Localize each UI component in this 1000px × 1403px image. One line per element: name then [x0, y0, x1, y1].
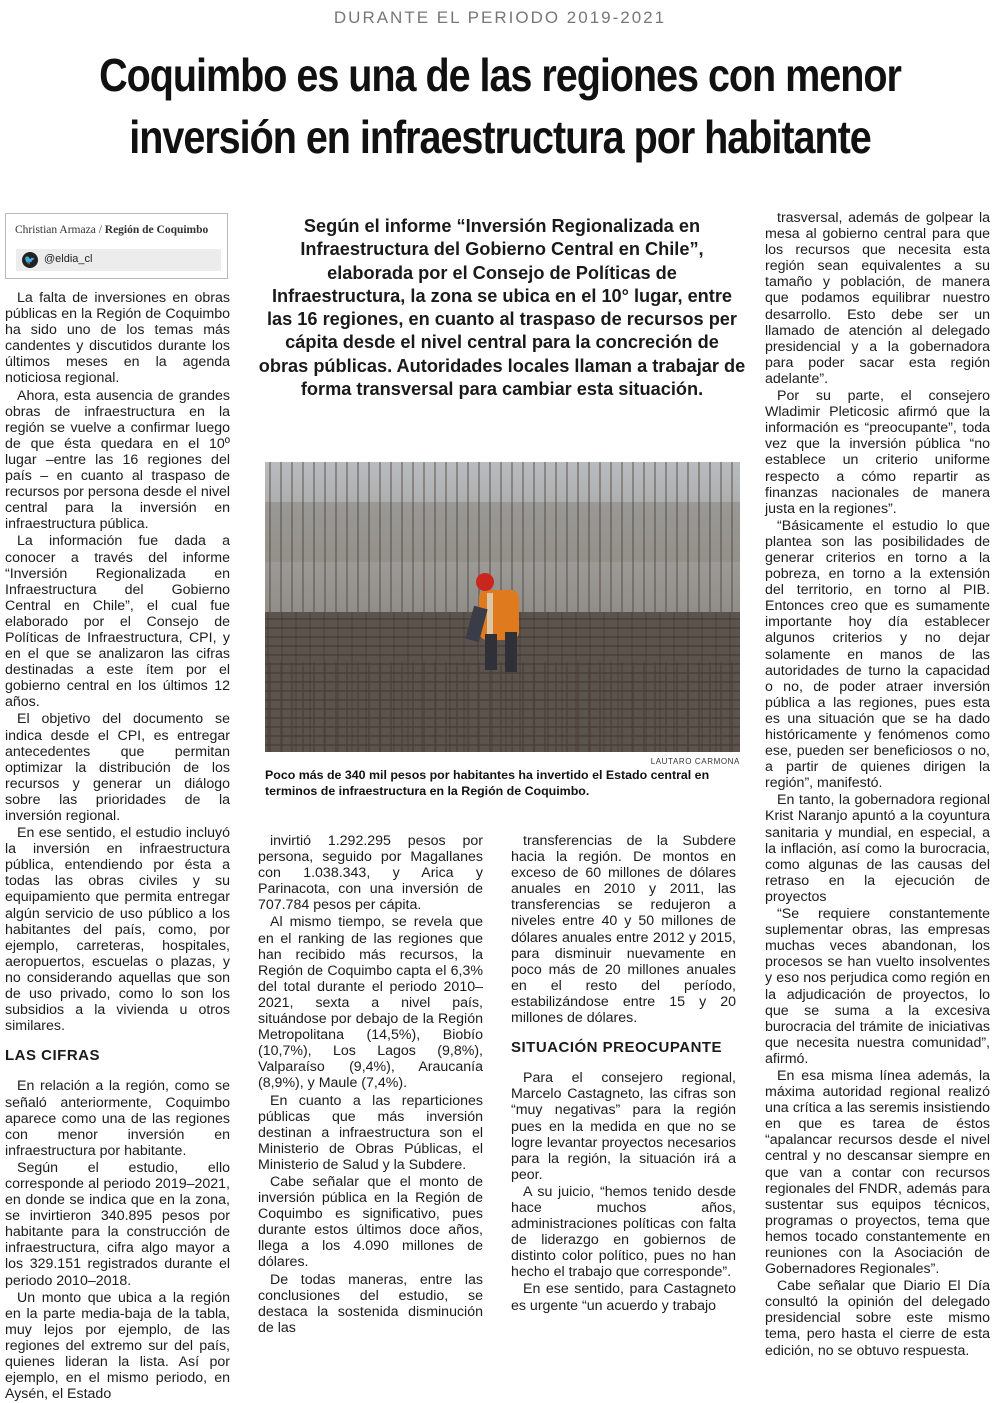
paragraph: Por su parte, el consejero Wladimir Pleticosic afirmó que la información es “preocupante”, toda vez que la inversión pública “no establece un criterio uniforme respecto a cómo repartir as finanzas nacionales de manera justa en la regiones”.: [765, 388, 990, 517]
twitter-row: [16, 249, 221, 271]
paragraph: La información fue dada a conocer a través del informe “Inversión Regionalizada en Infraestructura del Gobierno Central en Chile”, el cual fue elaborado por el Consejo de Políticas de Infraestructura, CPI, y en el que se analizaron las cifras destinadas a este ítem por el gobierno central en los últimos 12 años.: [5, 533, 230, 711]
section-heading: LAS CIFRAS: [5, 1047, 100, 1065]
byline-section: Región de Coquimbo: [104, 224, 209, 236]
kicker: DURANTE EL PERIODO 2019-2021: [333, 8, 667, 27]
paragraph: En ese sentido, el estudio incluyó la inversión en infraestructura pública, entendiendo por ésta a todas las obras civiles y su equipamiento que permita entregar algún servicio de uso público a los habitantes del país, como, por ejemplo, carreteras, hospitales, aeropuertos, escuelas o plazas, y no considerando aquellas que son de uso privado, como lo son los subsidios a la vivienda u otros similares.: [5, 825, 230, 1035]
paragraph: A su juicio, “hemos tenido desde hace muchos años, administraciones políticas con falta de liderazgo en gobiernos de distinto color político, pues no han hecho el trabajo que corresponde”.: [511, 1183, 736, 1281]
column-4: [765, 210, 990, 1360]
paragraph: invirtió 1.292.295 pesos por persona, seguido por Magallanes con 1.038.343, y Arica y Parinacota, con una inversión de 707.784 pesos per cápita.: [258, 833, 483, 914]
section-heading: SITUACIÓN PREOCUPANTE: [511, 1039, 723, 1057]
paragraph: Ahora, esta ausencia de grandes obras de infraestructura en la región se vuelve a confirmar luego de que ésta quedara en el 10º lugar –entre las 16 regiones del país – en cuanto al traspaso de recursos por persona desde el nivel central para la inversión en infraestructura pública.: [5, 387, 230, 533]
photo-caption: Poco más de 340 mil pesos por habitantes ha invertido el Estado central en terminos de infraestructura en la Región de Coquimbo.: [265, 768, 710, 798]
paragraph: Según el estudio, ello corresponde al periodo 2019–2021, en donde se indica que en la zona, se invirtieron 340.895 pesos por habitante para la construcción de infraestructura, cifra algo mayor a los 329.151 registrados durante el periodo 2010–2018.: [5, 1159, 230, 1289]
column-1: [5, 290, 230, 1403]
paragraph: En ese sentido, para Castagneto es urgente “un acuerdo y trabajo: [511, 1281, 736, 1314]
photo-credit: LAUTARO CARMONA: [650, 757, 740, 766]
article-photo: [265, 462, 740, 752]
paragraph: Para el consejero regional, Marcelo Castagneto, las cifras son “muy negativas” para la región pues en la medida en que no se logre levantar proyectos necesarios para la región, la situación irá a peor.: [511, 1070, 736, 1183]
column-2: [258, 833, 483, 1337]
twitter-handle: @eldia_cl: [44, 253, 93, 265]
lead-summary: Según el informe “Inversión Regionalizada en Infraestructura del Gobierno Central en Chile”, elaborada por el Consejo de Políticas de Infraestructura, la zona se ubica en el 10° lugar, entre las 16 regiones, en cuanto al traspaso de recursos per cápita desde el nivel central para la concreción de obras públicas. Autoridades locales llaman a trabajar de forma transversal para cambiar esta situación.: [258, 216, 746, 400]
paragraph: trasversal, además de golpear la mesa al gobierno central para que los recursos que necesita esta región sean equivalentes a su tamaño y población, de manera que podamos equilibrar nuestro desarrollo. Esto debe ser un llamado de atención al delegado presidencial y a la gobernadora para poder sacar esta región adelante”.: [765, 210, 990, 387]
headline-line-2: inversión en infraestructura por habitante: [129, 111, 871, 163]
paragraph: “Se requiere constantemente suplementar obras, las empresas muchas veces abandonan, los procesos se han vuelto insolventes y eso nos perjudica como región en la adjudicación de proyectos, lo que se suma a la excesiva burocracia del trámite de iniciativas que necesita nuestra comunidad”, afirmó.: [765, 906, 990, 1067]
twitter-icon: 🐦: [22, 252, 38, 268]
paragraph: transferencias de la Subdere hacia la región. De montos en exceso de 60 millones de dólares anuales en 2010 y 2011, las transferencias se redujeron a niveles entre 40 y 50 millones de dólares anuales entre 2012 y 2015, para disminuir nuevamente en poco más de 20 millones anuales en el resto del período, estabilizándose entre 15 y 20 millones de dólares.: [511, 833, 736, 1027]
byline-author: Christian Armaza: [15, 224, 96, 236]
paragraph: “Básicamente el estudio lo que plantea son las posibilidades de generar criterios en torno a la pobreza, en torno a la extensión del territorio, en torno al PIB. Entonces creo que es sumamente importante hoy día establecer algunos criterios y no dejar solamente en manos de las autoridades de turno la capacidad o no, de poder atraer inversión pública a las regiones, pues esta es una situación que se ha dado históricamente y fenómenos como ese, pueden ser beneficiosos o no, a partir de quienes dirigen la región”, manifestó.: [765, 517, 990, 792]
paragraph: Un monto que ubica a la región en la parte media-baja de la tabla, muy lejos por ejemplo, de las regiones del extremo sur del país, quienes lideran la lista. Así por ejemplo, en el mismo periodo, en Aysén, el Estado: [5, 1289, 230, 1403]
byline-box: [5, 213, 228, 279]
byline: Christian Armaza / Región de Coquimbo: [15, 224, 209, 236]
paragraph: En cuanto a las reparticiones públicas que más inversión destinan a infraestructura son el Ministerio de Obras Públicas, el Ministerio de Salud y la Subdere.: [258, 1092, 483, 1173]
paragraph: La falta de inversiones en obras públicas en la Región de Coquimbo ha sido uno de los temas más candentes y discutidos durante los últimos meses en la agenda noticiosa regional.: [5, 290, 230, 387]
paragraph: En esa misma línea además, la máxima autoridad regional realizó una crítica a las seremis insistiendo en que es tarea de éstos “apalancar recursos desde el nivel central y no descansar siempre en que van a contar con recursos regionales del FNDR, además para sustentar sus equipos técnicos, programas o proyectos, tema que hemos tocado constantemente en reuniones con la Asociación de Gobernadores Regionales”.: [765, 1067, 990, 1278]
paragraph: En tanto, la gobernadora regional Krist Naranjo apuntó a la coyuntura sanitaria y mundial, en especial, a la inflación, así como la burocracia, como algunas de las causas del retraso en la ejecución de proyectos: [765, 792, 990, 905]
paragraph: Al mismo tiempo, se revela que en el ranking de las regiones que han recibido más recursos, la Región de Coquimbo capta el 6,3% del total durante el periodo 2010–2021, sexta a nivel país, situándose por debajo de la Región Metropolitana (14,5%), Biobío (10,7%), Los Lagos (9,8%), Valparaíso (9,4%), Araucanía (8,9%), y Maule (7,4%).: [258, 914, 483, 1092]
headline: [70, 44, 930, 168]
paragraph: El objetivo del documento se indica desde el CPI, es entregar antecedentes que permitan optimizar la distribución de los recursos y generar un diálogo sobre las prioridades de la inversión regional.: [5, 711, 230, 824]
paragraph: En relación a la región, como se señaló anteriormente, Coquimbo aparece como una de las regiones con menor inversión en infraestructura por habitante.: [5, 1078, 230, 1159]
paragraph: Cabe señalar que Diario El Día consultó la opinión del delegado presidencial sobre este mismo tema, pero hasta el cierre de esta edición, no se obtuvo respuesta.: [765, 1278, 990, 1359]
paragraph: Cabe señalar que el monto de inversión pública en la Región de Coquimbo es significativo, pues durante estos últimos doce años, llega a los 4.090 millones de dólares.: [258, 1173, 483, 1271]
headline-line-1: Coquimbo es una de las regiones con menor: [99, 49, 901, 101]
paragraph: De todas maneras, entre las conclusiones del estudio, se destaca la sostenida disminución de las: [258, 1271, 483, 1336]
column-3: [511, 833, 736, 1315]
